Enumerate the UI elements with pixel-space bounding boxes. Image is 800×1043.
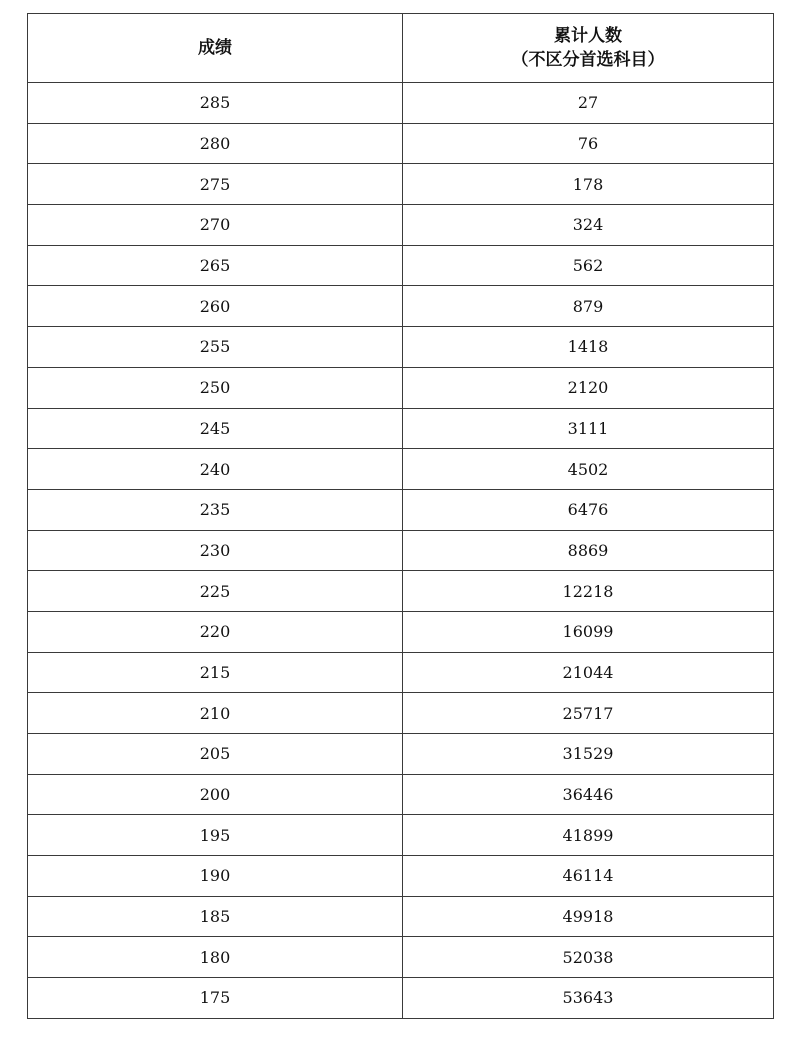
score-cell: 265 [28,245,403,286]
cumulative-count-cell: 52038 [403,937,774,978]
header-row [28,14,774,83]
header-score: 成绩 [28,14,403,83]
cumulative-count-cell: 178 [403,164,774,205]
cumulative-count-cell: 21044 [403,652,774,693]
score-cell: 185 [28,896,403,937]
score-cell: 260 [28,286,403,327]
score-cell: 275 [28,164,403,205]
score-cumulative-table [27,13,774,1019]
score-cell: 200 [28,774,403,815]
score-cell: 225 [28,571,403,612]
score-cell: 175 [28,978,403,1019]
table-row [28,327,774,368]
score-cell: 180 [28,937,403,978]
cumulative-count-cell: 36446 [403,774,774,815]
score-cell: 205 [28,734,403,775]
table-row [28,286,774,327]
cumulative-count-cell: 562 [403,245,774,286]
cumulative-count-cell: 1418 [403,327,774,368]
score-cell: 210 [28,693,403,734]
header-cumulative-line1: 累计人数 [554,26,622,46]
cumulative-count-cell: 31529 [403,734,774,775]
cumulative-count-cell: 76 [403,123,774,164]
score-cell: 240 [28,449,403,490]
table-row [28,571,774,612]
score-cell: 195 [28,815,403,856]
score-cell: 235 [28,489,403,530]
cumulative-count-cell: 49918 [403,896,774,937]
table-row [28,489,774,530]
table-row [28,734,774,775]
cumulative-count-cell: 12218 [403,571,774,612]
table-body [28,83,774,1019]
cumulative-count-cell: 27 [403,83,774,124]
score-cell: 230 [28,530,403,571]
cumulative-count-cell: 16099 [403,611,774,652]
table-row [28,611,774,652]
score-cell: 280 [28,123,403,164]
score-cell: 245 [28,408,403,449]
cumulative-count-cell: 6476 [403,489,774,530]
cumulative-count-cell: 41899 [403,815,774,856]
table-row [28,652,774,693]
cumulative-count-cell: 324 [403,205,774,246]
score-cell: 220 [28,611,403,652]
table-header [28,14,774,83]
table-row [28,693,774,734]
header-cumulative-line2: （不区分首选科目） [511,50,665,70]
cumulative-count-cell: 46114 [403,856,774,897]
table-row [28,937,774,978]
table-row [28,164,774,205]
table-row [28,123,774,164]
table-row [28,774,774,815]
table-row [28,83,774,124]
table-row [28,205,774,246]
cumulative-count-cell: 2120 [403,367,774,408]
cumulative-count-cell: 879 [403,286,774,327]
score-cell: 250 [28,367,403,408]
score-cell: 285 [28,83,403,124]
table-row [28,449,774,490]
table-row [28,408,774,449]
table-row [28,896,774,937]
cumulative-count-cell: 4502 [403,449,774,490]
score-cell: 215 [28,652,403,693]
table-row [28,530,774,571]
header-cumulative [403,14,774,83]
table-row [28,367,774,408]
table-row [28,245,774,286]
score-cell: 190 [28,856,403,897]
score-cell: 255 [28,327,403,368]
cumulative-count-cell: 53643 [403,978,774,1019]
cumulative-count-cell: 3111 [403,408,774,449]
cumulative-count-cell: 8869 [403,530,774,571]
table-row [28,856,774,897]
table-row [28,978,774,1019]
score-cell: 270 [28,205,403,246]
cumulative-count-cell: 25717 [403,693,774,734]
table-row [28,815,774,856]
